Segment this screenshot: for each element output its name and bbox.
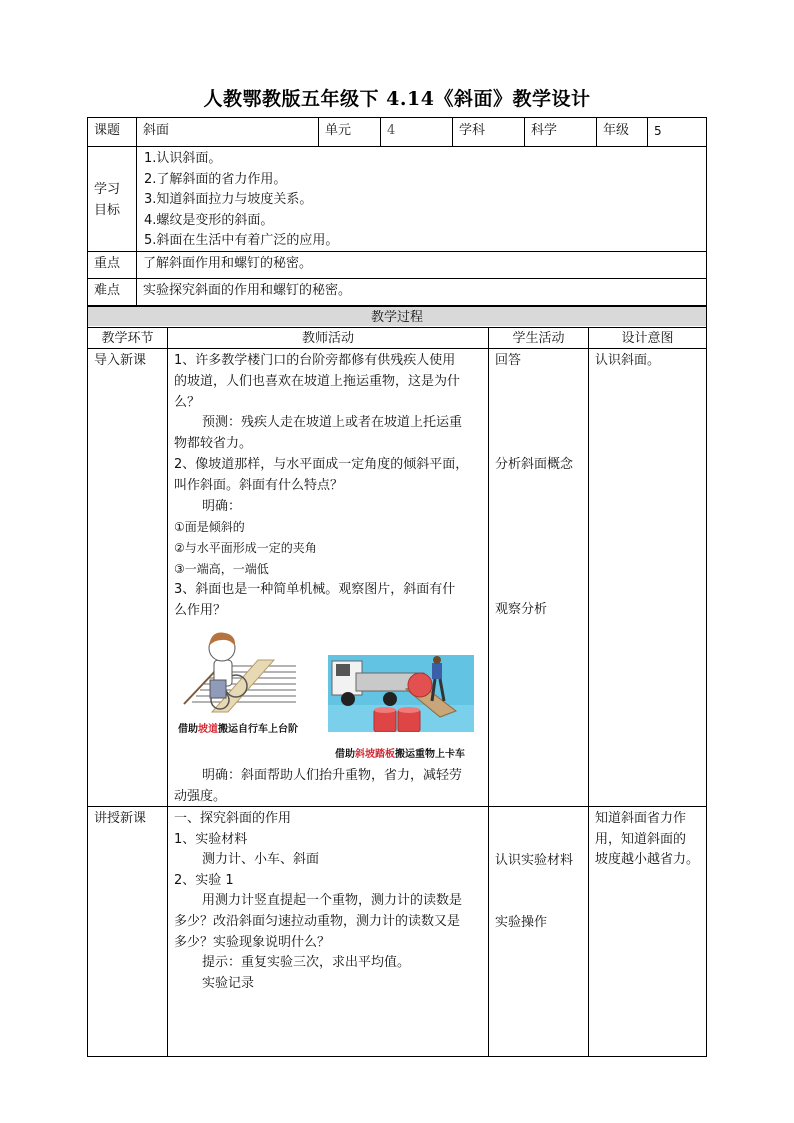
text-line: 2、实验 1 [174, 872, 234, 888]
difficulty-label: 难点 [94, 283, 121, 298]
table-border [87, 1056, 707, 1057]
column-header-stage: 教学环节 [101, 331, 154, 346]
teacher-activity-new-lesson [168, 807, 488, 996]
text-line: 坡度越小越省力。 [595, 852, 700, 867]
objectives-list [137, 147, 706, 254]
text-line: 物都较省力。 [174, 436, 253, 452]
image-caption-bicycle [178, 720, 298, 735]
objective-item: 1.认识斜面。 [144, 151, 222, 166]
subject-label: 学科 [459, 123, 486, 138]
caption-text: 借助 [335, 749, 355, 760]
grade-label: 年级 [603, 123, 630, 138]
text-line: 么作用？ [174, 602, 227, 618]
image-caption-truck [335, 745, 465, 760]
key-point-value: 了解斜面作用和螺钉的秘密。 [143, 256, 313, 271]
student-activity-materials: 认识实验材料 [495, 853, 574, 868]
text-line: 3、斜面也是一种简单机械。观察图片，斜面有什 [174, 581, 456, 597]
column-header-intent: 设计意图 [621, 331, 674, 346]
teacher-activity-intro [168, 349, 488, 623]
key-point-label: 重点 [94, 256, 121, 271]
objectives-label-line2: 目标 [94, 202, 121, 218]
caption-text: 搬运自行车上台阶 [218, 724, 298, 735]
text-line: ②与水平面形成一定的夹角 [174, 541, 317, 556]
table-border [488, 327, 489, 1057]
stage-new-lesson: 讲授新课 [94, 811, 147, 826]
objective-item: 3.知道斜面拉力与坡度关系。 [144, 192, 313, 207]
document-title: 人教鄂教版五年级下 4.14《斜面》教学设计 [203, 88, 591, 110]
text-line: 预测：残疾人走在坡道上或者在坡道上托运重 [202, 415, 463, 431]
teacher-activity-conclusion [168, 764, 488, 809]
text-line: 1、许多教学楼门口的台阶旁都修有供残疾人使用 [174, 353, 456, 368]
objectives-label-line1: 学习 [94, 182, 121, 197]
text-line: ①面是倾斜的 [174, 520, 245, 535]
student-activity-analyze: 分析斜面概念 [495, 457, 574, 472]
objectives-label [88, 178, 136, 223]
student-activity-answer: 回答 [495, 353, 522, 368]
design-intent-intro: 认识斜面。 [595, 353, 661, 368]
process-section-title: 教学过程 [370, 310, 423, 325]
table-border [588, 327, 589, 1057]
column-header-teacher: 教师活动 [301, 331, 354, 346]
text-line: 明确：斜面帮助人们抬升重物，省力，减轻劳 [202, 768, 463, 783]
caption-highlight: 坡道 [198, 724, 218, 735]
stage-intro: 导入新课 [94, 353, 147, 368]
caption-highlight: 斜坡踏板 [355, 749, 395, 760]
grade-value: 5 [654, 124, 662, 138]
text-line: 么？ [174, 394, 201, 410]
text-line: 1、实验材料 [174, 831, 248, 847]
objective-item: 2.了解斜面的省力作用。 [144, 171, 287, 187]
text-line: 多少？实验现象说明什么？ [174, 934, 331, 950]
subject-value: 科学 [531, 123, 558, 138]
text-line: 动强度。 [174, 788, 227, 804]
bicycle-ramp-illustration [178, 628, 303, 718]
topic-value: 斜面 [143, 123, 170, 138]
text-line: 测力计、小车、斜面 [202, 852, 320, 868]
topic-label: 课题 [94, 123, 121, 138]
difficulty-value: 实验探究斜面的作用和螺钉的秘密。 [143, 283, 352, 298]
student-activity-experiment: 实验操作 [495, 915, 548, 930]
design-intent-new-lesson [589, 807, 706, 873]
text-line: 多少？改沿斜面匀速拉动重物，测力计的读数又是 [174, 913, 461, 929]
text-line: 明确： [202, 498, 242, 514]
text-line: 实验记录 [202, 975, 255, 991]
table-border [706, 117, 707, 1057]
column-header-student: 学生活动 [512, 331, 565, 346]
objective-item: 5.斜面在生活中有着广泛的应用。 [144, 233, 339, 248]
truck-ramp-photo [328, 655, 474, 732]
text-line: 的坡道，人们也喜欢在坡道上拖运重物，这是为什 [174, 373, 461, 389]
text-line: 提示：重复实验三次，求出平均值。 [202, 955, 411, 971]
unit-label: 单元 [325, 123, 352, 138]
objective-item: 4.螺纹是变形的斜面。 [144, 212, 274, 228]
text-line: 用，知道斜面的 [595, 831, 687, 847]
caption-text: 搬运重物上卡车 [395, 749, 465, 760]
unit-value: 4 [387, 123, 396, 138]
text-line: 知道斜面省力作 [595, 811, 687, 826]
text-line: 用测力计竖直提起一个重物，测力计的读数是 [202, 893, 463, 909]
text-line: 2、像坡道那样，与水平面成一定角度的倾斜平面， [174, 456, 469, 472]
text-line: ③一端高，一端低 [174, 561, 269, 576]
student-activity-observe: 观察分析 [495, 602, 548, 617]
text-line: 一、探究斜面的作用 [174, 811, 292, 826]
text-line: 叫作斜面。斜面有什么特点？ [174, 477, 344, 493]
caption-text: 借助 [178, 724, 198, 735]
